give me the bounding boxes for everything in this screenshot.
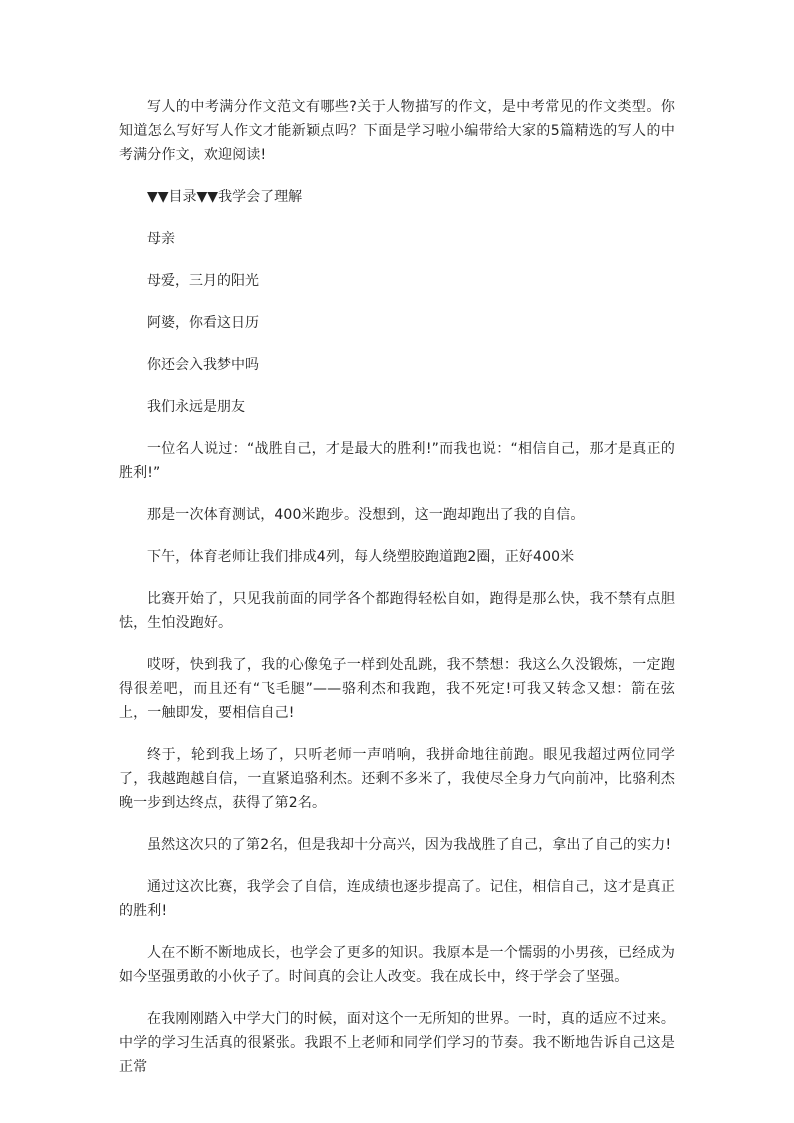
body-paragraph: 一位名人说过：“战胜自己，才是最大的胜利!”而我也说：“相信自己，那才是真正的胜利!” bbox=[119, 441, 675, 481]
toc-item: 阿婆，你看这日历 bbox=[147, 315, 259, 331]
body-paragraph: 终于，轮到我上场了，只听老师一声哨响，我拼命地往前跑。眼见我超过两位同学了，我越跑越自信，一直紧追骆利杰。还剩不多米了，我使尽全身力气向前冲，比骆利杰晚一步到达终点，获得了第2名。 bbox=[119, 747, 675, 811]
toc-item: 我们永远是朋友 bbox=[147, 399, 245, 415]
document-body bbox=[119, 95, 675, 1097]
toc-item: 母爱，三月的阳光 bbox=[147, 273, 259, 289]
body-paragraph: 在我刚刚踏入中学大门的时候，面对这个一无所知的世界。一时，真的适应不过来。中学的学习生活真的很紧张。我跟不上老师和同学们学习的节奏。我不断地告诉自己这是正常 bbox=[119, 1011, 675, 1075]
body-paragraph: 通过这次比赛，我学会了自信，连成绩也逐步提高了。记住，相信自己，这才是真正的胜利! bbox=[119, 879, 675, 919]
body-paragraph: 虽然这次只的了第2名，但是我却十分高兴，因为我战胜了自己，拿出了自己的实力! bbox=[147, 837, 672, 853]
body-paragraph: 人在不断不断地成长，也学会了更多的知识。我原本是一个懦弱的小男孩，已经成为如今坚强勇敢的小伙子了。时间真的会让人改变。我在成长中，终于学会了坚强。 bbox=[119, 945, 675, 985]
toc-header: ▼▼目录▼▼我学会了理解 bbox=[147, 189, 303, 205]
body-paragraph: 哎呀，快到我了，我的心像兔子一样到处乱跳，我不禁想：我这么久没锻炼，一定跑得很差吧，而且还有“飞毛腿”——骆利杰和我跑，我不死定!可我又转念又想：箭在弦上，一触即发，要相信自己! bbox=[119, 657, 675, 721]
intro-paragraph: 写人的中考满分作文范文有哪些?关于人物描写的作文，是中考常见的作文类型。你知道怎么写好写人作文才能新颖点吗？下面是学习啦小编带给大家的5篇精选的写人的中考满分作文，欢迎阅读! bbox=[119, 99, 675, 163]
body-paragraph: 比赛开始了，只见我前面的同学各个都跑得轻松自如，跑得是那么快，我不禁有点胆怯，生怕没跑好。 bbox=[119, 591, 675, 631]
toc-item: 母亲 bbox=[147, 231, 175, 247]
body-paragraph: 那是一次体育测试，400米跑步。没想到，这一跑却跑出了我的自信。 bbox=[147, 507, 585, 523]
body-paragraph: 下午，体育老师让我们排成4列，每人绕塑胶跑道跑2圈，正好400米 bbox=[147, 549, 575, 565]
toc-item: 你还会入我梦中吗 bbox=[147, 357, 259, 373]
